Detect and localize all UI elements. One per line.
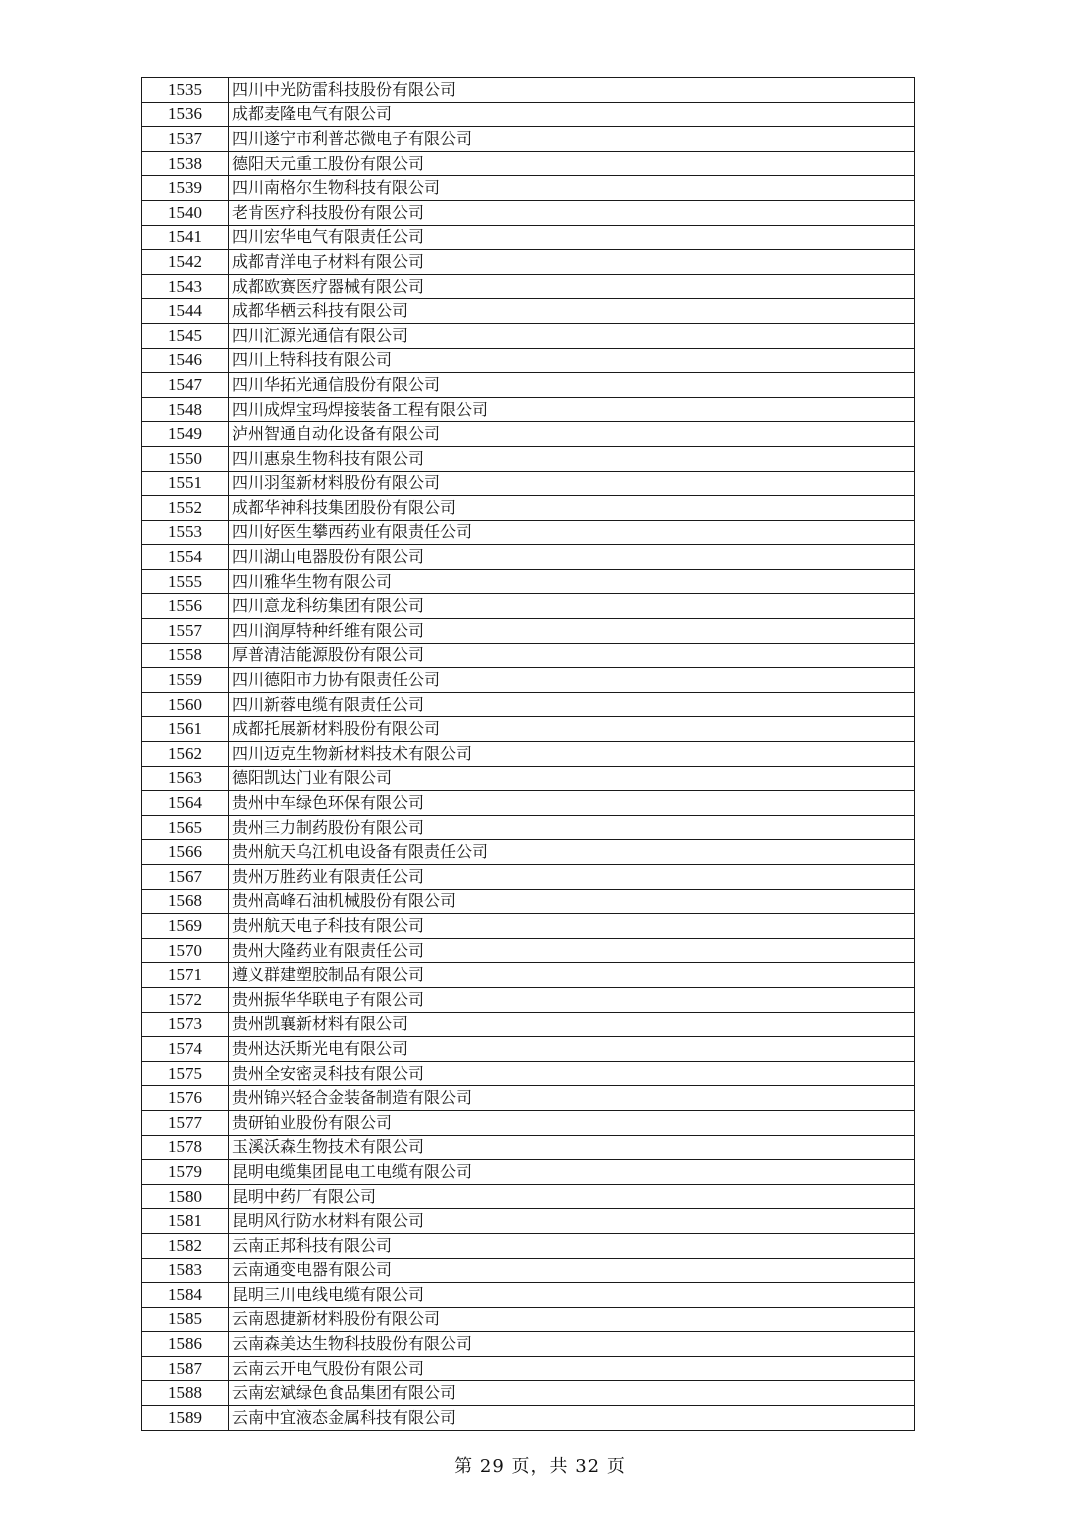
row-number: 1589 <box>142 1406 229 1431</box>
company-name: 厚普清洁能源股份有限公司 <box>229 643 915 668</box>
table-row <box>142 1110 915 1135</box>
row-number: 1561 <box>142 717 229 742</box>
table-row <box>142 692 915 717</box>
table-row <box>142 200 915 225</box>
row-number: 1564 <box>142 791 229 816</box>
row-number: 1545 <box>142 323 229 348</box>
row-number: 1587 <box>142 1356 229 1381</box>
table-row <box>142 963 915 988</box>
company-name: 四川润厚特种纤维有限公司 <box>229 619 915 644</box>
row-number: 1580 <box>142 1184 229 1209</box>
table-row <box>142 1037 915 1062</box>
company-name: 贵州达沃斯光电有限公司 <box>229 1037 915 1062</box>
table-row <box>142 127 915 152</box>
company-name: 四川湖山电器股份有限公司 <box>229 545 915 570</box>
company-list-table <box>141 77 915 1431</box>
row-number: 1547 <box>142 373 229 398</box>
row-number: 1586 <box>142 1332 229 1357</box>
table-row <box>142 594 915 619</box>
row-number: 1557 <box>142 619 229 644</box>
row-number: 1535 <box>142 78 229 103</box>
company-name: 四川惠泉生物科技有限公司 <box>229 446 915 471</box>
company-name: 贵州航天乌江机电设备有限责任公司 <box>229 840 915 865</box>
table-row <box>142 1061 915 1086</box>
table-row <box>142 520 915 545</box>
page-footer: 第 29 页，共 32 页 <box>454 1456 626 1477</box>
company-name: 云南通变电器有限公司 <box>229 1258 915 1283</box>
table-row <box>142 348 915 373</box>
company-name: 四川新蓉电缆有限责任公司 <box>229 692 915 717</box>
table-row <box>142 274 915 299</box>
row-number: 1544 <box>142 299 229 324</box>
table-row <box>142 569 915 594</box>
row-number: 1569 <box>142 914 229 939</box>
company-name: 四川宏华电气有限责任公司 <box>229 225 915 250</box>
table-row <box>142 496 915 521</box>
company-name: 云南宏斌绿色食品集团有限公司 <box>229 1381 915 1406</box>
row-number: 1563 <box>142 766 229 791</box>
table-row <box>142 1209 915 1234</box>
table-row <box>142 176 915 201</box>
table-row <box>142 545 915 570</box>
table-row <box>142 914 915 939</box>
table-row <box>142 865 915 890</box>
table-row <box>142 1086 915 1111</box>
company-name: 成都华神科技集团股份有限公司 <box>229 496 915 521</box>
table-row <box>142 102 915 127</box>
company-name: 四川中光防雷科技股份有限公司 <box>229 78 915 103</box>
table-row <box>142 815 915 840</box>
company-name: 贵州凯襄新材料有限公司 <box>229 1012 915 1037</box>
company-name: 成都青洋电子材料有限公司 <box>229 250 915 275</box>
table-row <box>142 1184 915 1209</box>
table-row <box>142 225 915 250</box>
table-row <box>142 446 915 471</box>
row-number: 1565 <box>142 815 229 840</box>
table-row <box>142 889 915 914</box>
company-name: 贵州高峰石油机械股份有限公司 <box>229 889 915 914</box>
company-name: 贵州三力制药股份有限公司 <box>229 815 915 840</box>
company-name: 成都华栖云科技有限公司 <box>229 299 915 324</box>
company-name: 玉溪沃森生物技术有限公司 <box>229 1135 915 1160</box>
table-row <box>142 1160 915 1185</box>
company-name: 四川雅华生物有限公司 <box>229 569 915 594</box>
row-number: 1577 <box>142 1110 229 1135</box>
company-name: 昆明风行防水材料有限公司 <box>229 1209 915 1234</box>
table-row <box>142 643 915 668</box>
row-number: 1562 <box>142 742 229 767</box>
row-number: 1553 <box>142 520 229 545</box>
company-name: 贵州振华华联电子有限公司 <box>229 987 915 1012</box>
company-name: 德阳天元重工股份有限公司 <box>229 151 915 176</box>
table-row <box>142 323 915 348</box>
company-name: 成都托展新材料股份有限公司 <box>229 717 915 742</box>
table-row <box>142 1332 915 1357</box>
company-list-body <box>142 78 915 1431</box>
table-row <box>142 791 915 816</box>
table-row <box>142 78 915 103</box>
company-name: 四川上特科技有限公司 <box>229 348 915 373</box>
table-row <box>142 619 915 644</box>
company-name: 四川遂宁市利普芯微电子有限公司 <box>229 127 915 152</box>
company-name: 贵州中车绿色环保有限公司 <box>229 791 915 816</box>
row-number: 1566 <box>142 840 229 865</box>
company-name: 云南森美达生物科技股份有限公司 <box>229 1332 915 1357</box>
row-number: 1543 <box>142 274 229 299</box>
table-row <box>142 938 915 963</box>
row-number: 1568 <box>142 889 229 914</box>
table-row <box>142 840 915 865</box>
table-row <box>142 1381 915 1406</box>
company-name: 遵义群建塑胶制品有限公司 <box>229 963 915 988</box>
table-row <box>142 397 915 422</box>
company-name: 贵州万胜药业有限责任公司 <box>229 865 915 890</box>
company-name: 贵州锦兴轻合金装备制造有限公司 <box>229 1086 915 1111</box>
company-name: 昆明中药厂有限公司 <box>229 1184 915 1209</box>
company-name: 四川德阳市力协有限责任公司 <box>229 668 915 693</box>
row-number: 1585 <box>142 1307 229 1332</box>
company-name: 贵州大隆药业有限责任公司 <box>229 938 915 963</box>
table-row <box>142 1258 915 1283</box>
table-row <box>142 373 915 398</box>
table-row <box>142 766 915 791</box>
row-number: 1584 <box>142 1283 229 1308</box>
row-number: 1572 <box>142 987 229 1012</box>
row-number: 1549 <box>142 422 229 447</box>
row-number: 1574 <box>142 1037 229 1062</box>
row-number: 1567 <box>142 865 229 890</box>
row-number: 1550 <box>142 446 229 471</box>
row-number: 1556 <box>142 594 229 619</box>
table-row <box>142 151 915 176</box>
row-number: 1582 <box>142 1233 229 1258</box>
table-row <box>142 471 915 496</box>
company-name: 德阳凯达门业有限公司 <box>229 766 915 791</box>
table-row <box>142 987 915 1012</box>
row-number: 1573 <box>142 1012 229 1037</box>
company-name: 四川好医生攀西药业有限责任公司 <box>229 520 915 545</box>
row-number: 1578 <box>142 1135 229 1160</box>
row-number: 1575 <box>142 1061 229 1086</box>
company-name: 四川羽玺新材料股份有限公司 <box>229 471 915 496</box>
row-number: 1539 <box>142 176 229 201</box>
company-name: 贵研铂业股份有限公司 <box>229 1110 915 1135</box>
row-number: 1537 <box>142 127 229 152</box>
row-number: 1558 <box>142 643 229 668</box>
table-row <box>142 250 915 275</box>
table-row <box>142 1012 915 1037</box>
row-number: 1538 <box>142 151 229 176</box>
company-name: 成都麦隆电气有限公司 <box>229 102 915 127</box>
row-number: 1551 <box>142 471 229 496</box>
row-number: 1540 <box>142 200 229 225</box>
row-number: 1554 <box>142 545 229 570</box>
company-name: 贵州航天电子科技有限公司 <box>229 914 915 939</box>
company-name: 昆明电缆集团昆电工电缆有限公司 <box>229 1160 915 1185</box>
table-row <box>142 668 915 693</box>
company-name: 云南正邦科技有限公司 <box>229 1233 915 1258</box>
company-name: 四川迈克生物新材料技术有限公司 <box>229 742 915 767</box>
row-number: 1588 <box>142 1381 229 1406</box>
row-number: 1579 <box>142 1160 229 1185</box>
table-row <box>142 1406 915 1431</box>
row-number: 1552 <box>142 496 229 521</box>
row-number: 1546 <box>142 348 229 373</box>
company-name: 四川成焊宝玛焊接装备工程有限公司 <box>229 397 915 422</box>
company-name: 四川汇源光通信有限公司 <box>229 323 915 348</box>
company-name: 云南云开电气股份有限公司 <box>229 1356 915 1381</box>
row-number: 1559 <box>142 668 229 693</box>
company-name: 云南恩捷新材料股份有限公司 <box>229 1307 915 1332</box>
row-number: 1560 <box>142 692 229 717</box>
row-number: 1570 <box>142 938 229 963</box>
row-number: 1576 <box>142 1086 229 1111</box>
company-name: 昆明三川电线电缆有限公司 <box>229 1283 915 1308</box>
company-name: 四川意龙科纺集团有限公司 <box>229 594 915 619</box>
company-name: 泸州智通自动化设备有限公司 <box>229 422 915 447</box>
table-row <box>142 422 915 447</box>
row-number: 1555 <box>142 569 229 594</box>
company-name: 四川华拓光通信股份有限公司 <box>229 373 915 398</box>
row-number: 1542 <box>142 250 229 275</box>
company-name: 成都欧赛医疗器械有限公司 <box>229 274 915 299</box>
company-name: 云南中宜液态金属科技有限公司 <box>229 1406 915 1431</box>
row-number: 1536 <box>142 102 229 127</box>
table-row <box>142 1356 915 1381</box>
row-number: 1581 <box>142 1209 229 1234</box>
table-row <box>142 299 915 324</box>
table-row <box>142 717 915 742</box>
table-row <box>142 1135 915 1160</box>
table-row <box>142 1307 915 1332</box>
table-row <box>142 742 915 767</box>
table-row <box>142 1233 915 1258</box>
row-number: 1583 <box>142 1258 229 1283</box>
row-number: 1548 <box>142 397 229 422</box>
row-number: 1541 <box>142 225 229 250</box>
company-name: 老肯医疗科技股份有限公司 <box>229 200 915 225</box>
table-row <box>142 1283 915 1308</box>
company-name: 贵州全安密灵科技有限公司 <box>229 1061 915 1086</box>
company-name: 四川南格尔生物科技有限公司 <box>229 176 915 201</box>
row-number: 1571 <box>142 963 229 988</box>
